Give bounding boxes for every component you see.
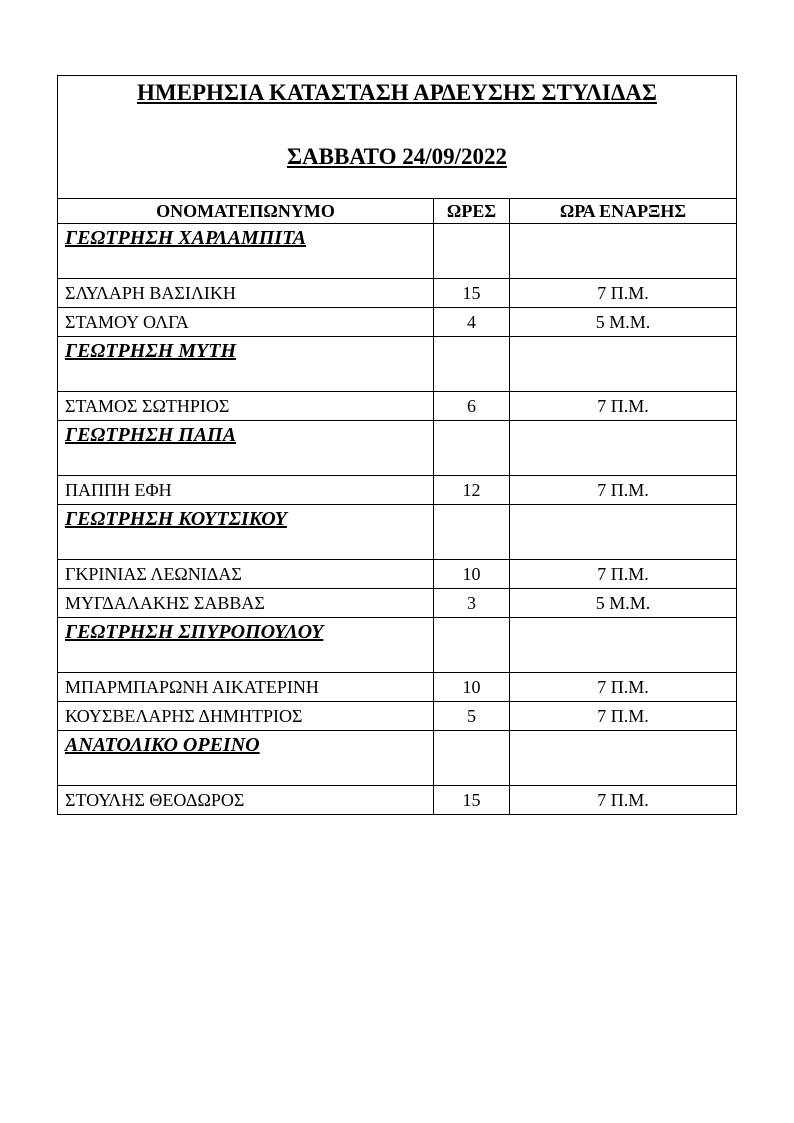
start-time-cell: 7 Π.Μ. xyxy=(510,392,737,421)
group-start-cell xyxy=(510,731,737,786)
group-hours-cell xyxy=(434,731,510,786)
column-header-start: ΩΡΑ ΕΝΑΡΞΗΣ xyxy=(510,199,737,224)
hours-cell: 12 xyxy=(434,476,510,505)
group-name-cell xyxy=(58,224,434,279)
group-label: ΑΝΑΤΟΛΙΚΟ ΟΡΕΙΝΟ xyxy=(65,734,260,756)
hours-cell: 5 xyxy=(434,702,510,731)
table-row xyxy=(58,279,737,308)
start-time-cell: 7 Π.Μ. xyxy=(510,786,737,815)
hours-cell: 3 xyxy=(434,589,510,618)
table-row xyxy=(58,702,737,731)
table-row xyxy=(58,308,737,337)
group-name-cell xyxy=(58,337,434,392)
person-name-cell: ΣΤΟΥΛΗΣ ΘΕΟΔΩΡΟΣ xyxy=(58,786,434,815)
irrigation-schedule-table xyxy=(57,75,737,815)
title-cell xyxy=(58,76,737,199)
start-time-cell: 7 Π.Μ. xyxy=(510,673,737,702)
group-row xyxy=(58,421,737,476)
group-hours-cell xyxy=(434,224,510,279)
start-time-cell: 7 Π.Μ. xyxy=(510,702,737,731)
group-name-cell xyxy=(58,505,434,560)
irrigation-schedule-sheet xyxy=(57,75,736,815)
group-hours-cell xyxy=(434,421,510,476)
group-row xyxy=(58,618,737,673)
group-hours-cell xyxy=(434,505,510,560)
column-header-hours: ΩΡΕΣ xyxy=(434,199,510,224)
person-name-cell: ΠΑΠΠΗ ΕΦΗ xyxy=(58,476,434,505)
person-name-cell: ΣΛΥΛΑΡΗ ΒΑΣΙΛΙΚΗ xyxy=(58,279,434,308)
group-start-cell xyxy=(510,505,737,560)
group-row xyxy=(58,224,737,279)
title-row xyxy=(58,76,737,199)
hours-cell: 15 xyxy=(434,279,510,308)
group-label: ΓΕΩΤΡΗΣΗ ΠΑΠΑ xyxy=(65,424,237,446)
person-name-cell: ΜΠΑΡΜΠΑΡΩΝΗ ΑΙΚΑΤΕΡΙΝΗ xyxy=(58,673,434,702)
group-start-cell xyxy=(510,421,737,476)
start-time-cell: 7 Π.Μ. xyxy=(510,279,737,308)
hours-cell: 4 xyxy=(434,308,510,337)
group-label: ΓΕΩΤΡΗΣΗ ΜΥΤΗ xyxy=(65,340,237,362)
hours-cell: 15 xyxy=(434,786,510,815)
table-row xyxy=(58,786,737,815)
table-row xyxy=(58,476,737,505)
hours-cell: 10 xyxy=(434,673,510,702)
group-row xyxy=(58,731,737,786)
group-start-cell xyxy=(510,337,737,392)
group-name-cell xyxy=(58,731,434,786)
group-start-cell xyxy=(510,224,737,279)
person-name-cell: ΣΤΑΜΟΣ ΣΩΤΗΡΙΟΣ xyxy=(58,392,434,421)
person-name-cell: ΣΤΑΜΟΥ ΟΛΓΑ xyxy=(58,308,434,337)
table-row xyxy=(58,673,737,702)
group-label: ΓΕΩΤΡΗΣΗ ΣΠΥΡΟΠΟΥΛΟΥ xyxy=(65,621,324,643)
start-time-cell: 7 Π.Μ. xyxy=(510,476,737,505)
hours-cell: 6 xyxy=(434,392,510,421)
document-date: ΣΑΒΒΑΤΟ 24/09/2022 xyxy=(286,144,508,169)
start-time-cell: 5 Μ.Μ. xyxy=(510,589,737,618)
group-name-cell xyxy=(58,618,434,673)
group-hours-cell xyxy=(434,337,510,392)
table-row xyxy=(58,589,737,618)
group-hours-cell xyxy=(434,618,510,673)
table-row xyxy=(58,560,737,589)
table-row xyxy=(58,392,737,421)
group-name-cell xyxy=(58,421,434,476)
column-header-name: ΟΝΟΜΑΤΕΠΩΝΥΜΟ xyxy=(58,199,434,224)
column-header-row xyxy=(58,199,737,224)
start-time-cell: 7 Π.Μ. xyxy=(510,560,737,589)
person-name-cell: ΓΚΡΙΝΙΑΣ ΛΕΩΝΙΔΑΣ xyxy=(58,560,434,589)
group-start-cell xyxy=(510,618,737,673)
group-label: ΓΕΩΤΡΗΣΗ ΚΟΥΤΣΙΚΟΥ xyxy=(65,508,287,530)
person-name-cell: ΜΥΓΔΑΛΑΚΗΣ ΣΑΒΒΑΣ xyxy=(58,589,434,618)
hours-cell: 10 xyxy=(434,560,510,589)
document-title: ΗΜΕΡΗΣΙΑ ΚΑΤΑΣΤΑΣΗ ΑΡΔΕΥΣΗΣ ΣΤΥΛΙΔΑΣ xyxy=(137,80,657,105)
group-row xyxy=(58,505,737,560)
start-time-cell: 5 Μ.Μ. xyxy=(510,308,737,337)
group-row xyxy=(58,337,737,392)
person-name-cell: ΚΟΥΣΒΕΛΑΡΗΣ ΔΗΜΗΤΡΙΟΣ xyxy=(58,702,434,731)
group-label: ΓΕΩΤΡΗΣΗ ΧΑΡΛΑΜΠΙΤΑ xyxy=(65,227,307,249)
